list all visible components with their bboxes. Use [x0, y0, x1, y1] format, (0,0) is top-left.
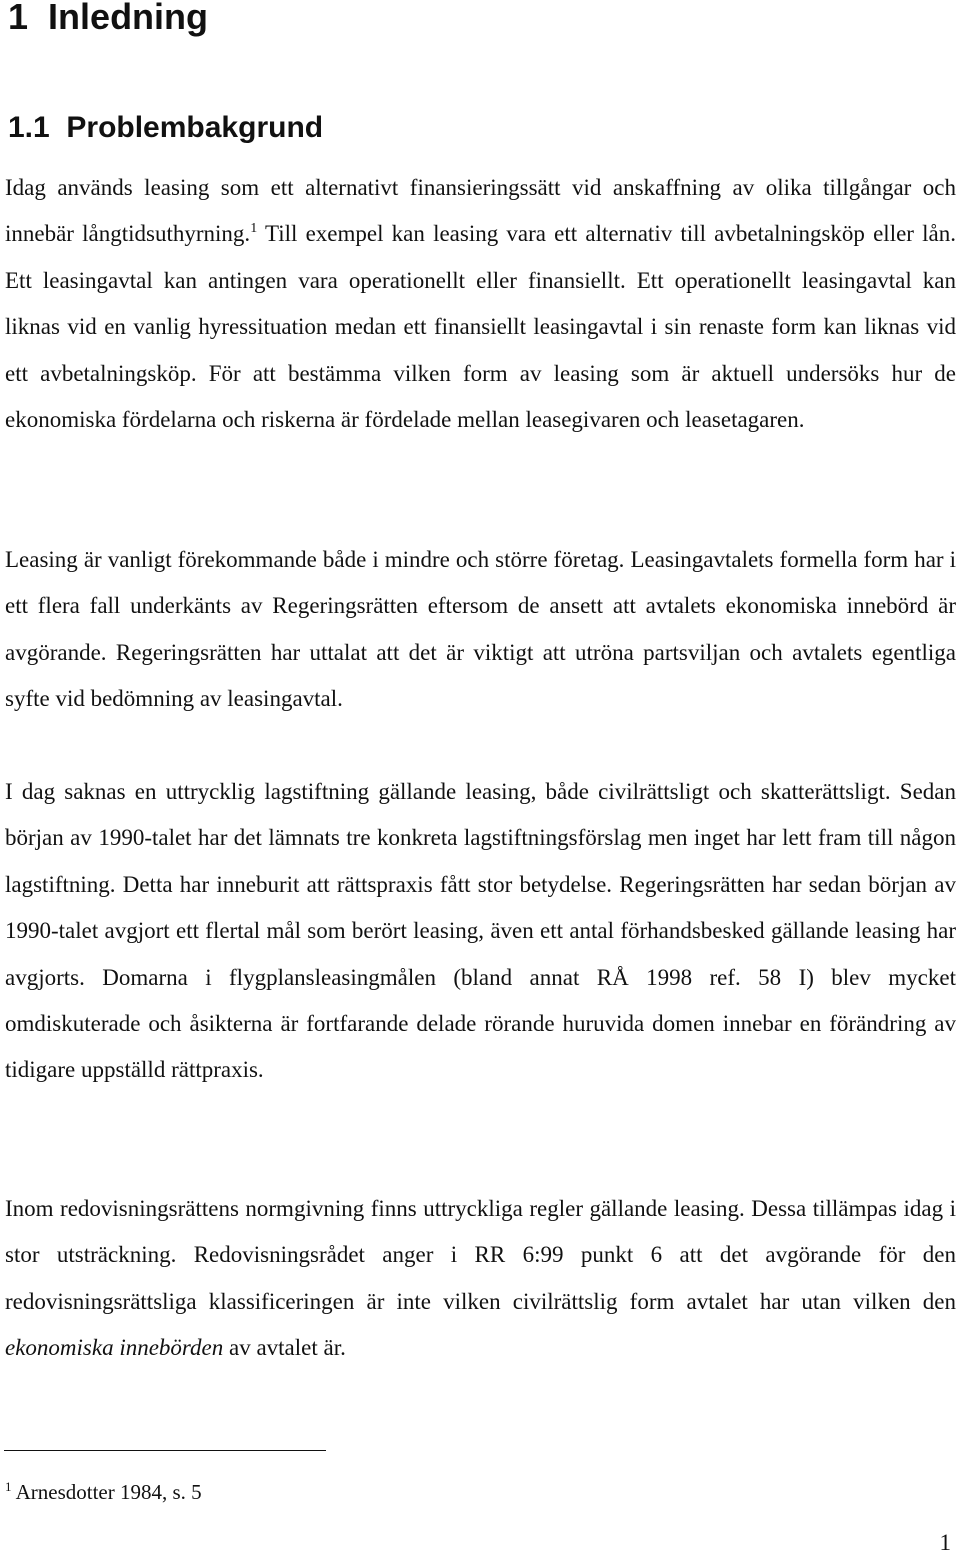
paragraph-4-emphasis: ekonomiska innebörden	[5, 1335, 224, 1361]
footnote-separator	[4, 1450, 326, 1451]
chapter-title: Inledning	[48, 0, 209, 37]
paragraph-4-text-a: Inom redovisningsrättens normgivning finns uttryckliga regler gällande leasing. Dessa tillämpas idag i stor utsträckning. Redovisningsrådet anger i RR 6:99 punkt 6 att det avgörande för den redovisningsrättsliga klassificeringen är inte vilken civilrättslig form avtalet har utan vilken den	[5, 1196, 956, 1314]
paragraph-2: Leasing är vanligt förekommande både i mindre och större företag. Leasingavtalets formella form har i ett flera fall underkänts av Regeringsrätten eftersom de ansett att avtalets ekonomiska innebörd är avgörande. Regeringsrätten har uttalat att det är viktigt att utröna partsviljan och avtalets egentliga syfte vid bedömning av leasingavtal.	[5, 547, 956, 712]
chapter-number: 1	[8, 0, 29, 37]
section-number: 1.1	[8, 111, 50, 144]
footnote-number: 1	[5, 1479, 12, 1494]
chapter-heading	[8, 0, 208, 40]
paragraph-1-text-b: Till exempel kan leasing vara ett alternativ till avbetalningsköp eller lån. Ett leasingavtal kan antingen vara operationellt eller finansiellt. Ett operationellt leasingavtal kan liknas vid en vanlig hyressituation medan ett finansiellt leasingavtal i sin renaste form kan liknas vid ett avbetalningsköp. För att bestämma vilken form av leasing som är aktuell undersöks hur de ekonomiska fördelarna och riskerna är fördelade mellan leasegivaren och leasetagaren.	[5, 221, 956, 433]
section-heading	[8, 108, 323, 148]
page-number: 1	[939, 1530, 951, 1555]
footnote-text: Arnesdotter 1984, s. 5	[11, 1480, 202, 1504]
paragraph-1-text-a: Idag används leasing som ett alternativt finansieringssätt vid anskaffning av olika tillgångar och innebär långtidsuthyrning.	[5, 175, 956, 247]
paragraph-3: I dag saknas en uttrycklig lagstiftning gällande leasing, både civilrättsligt och skatterättsligt. Sedan början av 1990-talet har det lämnats tre konkreta lagstiftningsförslag men inget har lett fram till någon lagstiftning. Detta har inneburit att rättspraxis fått stor betydelse. Regeringsrätten har sedan början av 1990-talet avgjort ett flertal mål som berört leasing, även ett antal förhandsbesked gällande leasing har avgjorts. Domarna i flygplansleasingmålen (bland annat RÅ 1998 ref. 58 I) blev mycket omdiskuterade och åsikterna är fortfarande delade rörande huruvida domen innebar en förändring av tidigare uppställd rättpraxis.	[5, 779, 956, 1083]
paragraph-4	[5, 1186, 956, 1372]
paragraph-1	[5, 165, 956, 443]
paragraph-4-text-b: av avtalet är.	[223, 1335, 346, 1361]
footnote	[5, 1477, 202, 1507]
footnote-reference: 1	[250, 221, 258, 237]
section-title: Problembakgrund	[66, 111, 324, 144]
